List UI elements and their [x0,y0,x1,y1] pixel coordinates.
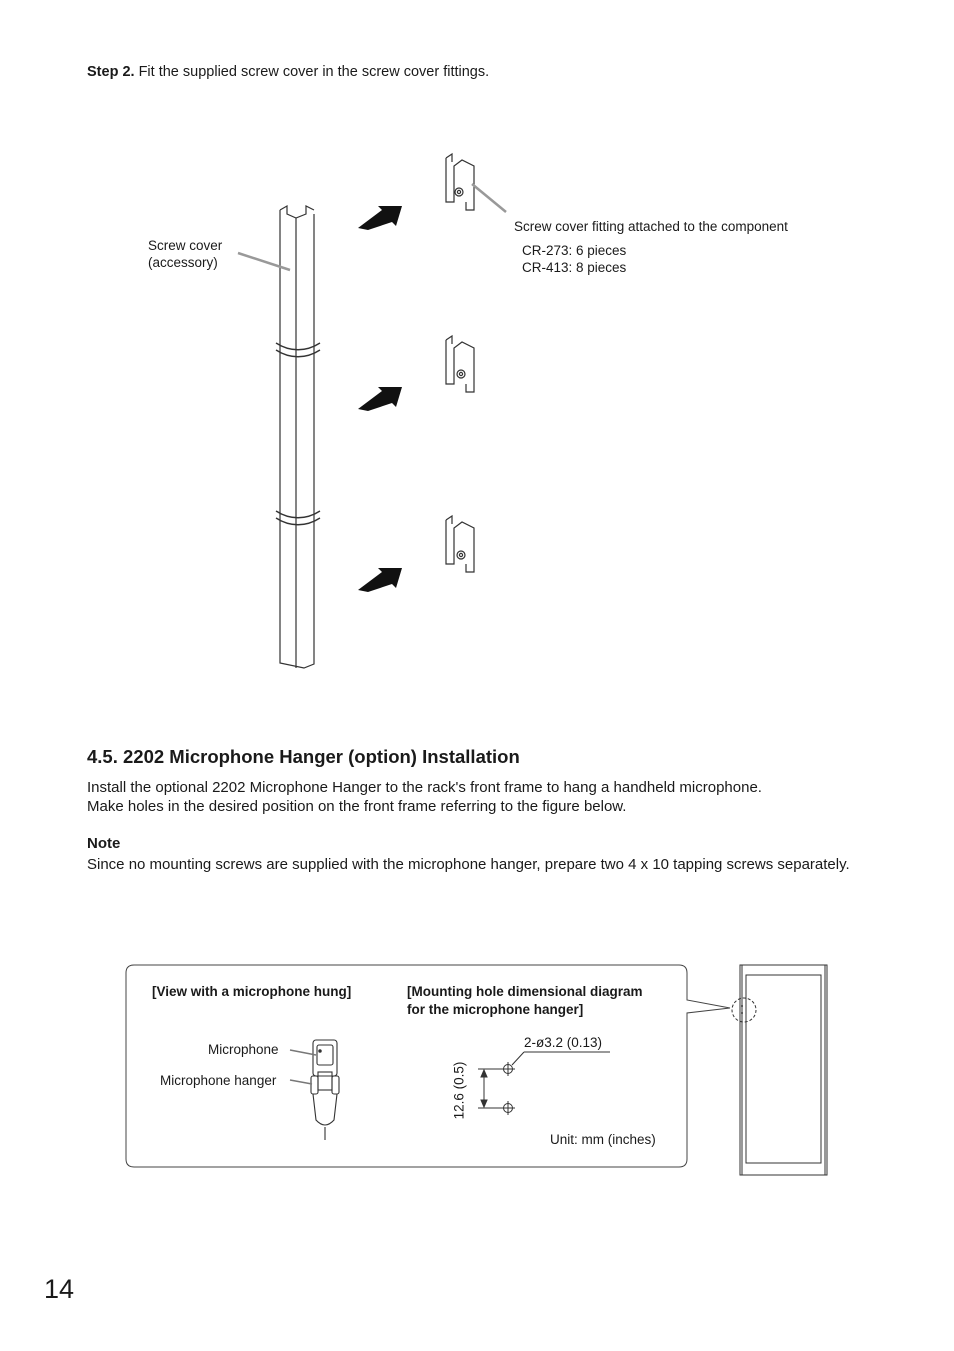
screw-cover-label-line1: Screw cover [148,238,223,253]
fitting-leader [472,184,506,212]
hole-spacing-label: 12.6 (0.5) [451,1061,467,1120]
hanger-leader [290,1080,312,1084]
mount-heading-line1: [Mounting hole dimensional diagram [407,984,643,999]
view-heading: [View with a microphone hung] [152,984,352,999]
arrow-icon [358,568,402,592]
arrow-icon [358,206,402,230]
unit-label: Unit: mm (inches) [550,1132,656,1147]
hanger-label: Microphone hanger [160,1073,277,1088]
fitting-drawing [446,516,474,572]
arrow-icon [358,387,402,411]
screw-cover-drawing [276,206,320,668]
section-paragraph-1: Install the optional 2202 Microphone Hanger to the rack's front frame to hang a handheld microphone. [87,779,762,796]
detail-circle [732,998,756,1022]
fitting-count-cr413: CR-413: 8 pieces [522,260,627,275]
screw-cover-label [148,237,222,271]
hole-spec-label: 2-ø3.2 (0.13) [524,1035,603,1050]
fitting-drawing [446,154,474,210]
rack-frame-drawing [740,965,827,1175]
mount-heading [407,983,643,1019]
screw-cover-label-line2: (accessory) [148,255,218,270]
mount-heading-line2: for the microphone hanger] [407,1002,584,1017]
mounting-hole-diagram [478,1052,610,1115]
fitting-count-cr273: CR-273: 6 pieces [522,243,627,258]
screw-cover-leader [238,253,290,270]
fitting-count-list [522,242,626,276]
note-body: Since no mounting screws are supplied with the microphone hanger, prepare two 4 x 10 tapping screws separately. [87,856,850,873]
fitting-drawing [446,336,474,392]
microphone-label: Microphone [208,1042,279,1057]
page-number: 14 [44,1274,75,1304]
section-paragraph-2: Make holes in the desired position on the front frame referring to the figure below. [87,798,627,815]
step-label: Step 2. [87,64,135,80]
step-text: Fit the supplied screw cover in the screw cover fittings. [138,64,490,80]
section-heading: 4.5. 2202 Microphone Hanger (option) Installation [87,746,520,767]
note-title: Note [87,835,121,852]
fitting-label: Screw cover fitting attached to the component [514,219,788,234]
microphone-leader [290,1050,316,1055]
